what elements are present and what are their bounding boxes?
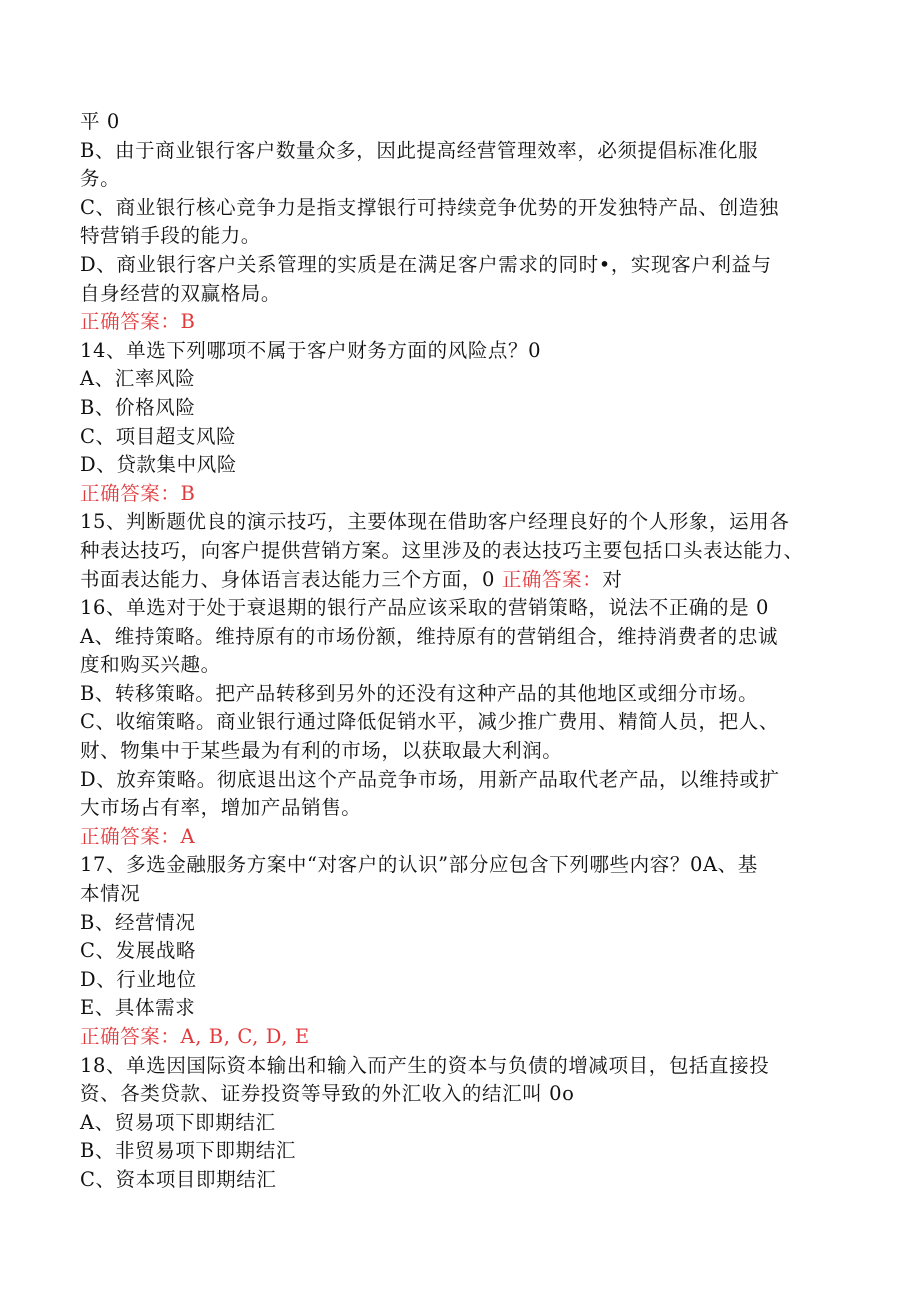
answer-value: B [180,310,196,334]
text-line: 财、物集中于某些最为有利的市场，以获取最大利润。 [80,739,563,763]
text-line: C、项目超支风险 [80,424,237,448]
text-line: 务。 [80,167,121,191]
text-line: D、行业地位 [80,967,197,991]
text-line: 15、判断题优良的演示技巧，主要体现在借助客户经理良好的个人形象，运用各 [80,510,790,534]
text-line: 特营销手段的能力。 [80,224,261,248]
answer-line [80,308,840,337]
answer-label: 正确答案： [80,1025,181,1048]
answer-label: 正确答案： [501,567,603,591]
text-line: D、贷款集中风险 [80,453,237,477]
document-page [80,108,840,1195]
text-line: A、贸易项下即期结汇 [80,1110,276,1134]
answer-line [80,1023,840,1052]
text-line: 14、单选下列哪项不属于客户财务方面的风险点？0 [80,338,542,362]
text-line: C、发展战略 [80,939,197,963]
text-line: 平 0 [80,110,120,133]
text-line: 本情况 [80,882,141,906]
text-line: 资、各类贷款、证券投资等导致的外汇收入的结汇叫 0o [80,1082,575,1106]
text-line: E、具体需求 [80,996,196,1020]
text-line: B、价格风险 [80,395,196,419]
answer-label: 正确答案： [80,481,181,505]
text-line: A、汇率风险 [80,367,196,391]
text-line: 18、单选因国际资本输出和输入而产生的资本与负债的增减项目，包括直接投 [80,1053,770,1077]
answer-line [80,480,840,509]
text-line: 17、多选金融服务方案中“对客户的认识”部分应包含下列哪些内容？0A、基 [80,853,758,877]
text-line: 度和购买兴趣。 [80,653,221,677]
text-line: B、经营情况 [80,910,196,934]
text-line: 16、单选对于处于衰退期的银行产品应该采取的营销策略，说法不正确的是 0 [80,596,770,620]
text-line: C、资本项目即期结汇 [80,1167,277,1191]
text-line: B、转移策略。把产品转移到另外的还没有这种产品的其他地区或细分市场。 [80,681,759,705]
answer-line [80,823,840,852]
text-line: C、收缩策略。商业银行通过降低促销水平，减少推广费用、精简人员，把人、 [80,710,779,734]
text-line: D、商业银行客户关系管理的实质是在满足客户需求的同时•，实现客户利益与 [80,252,772,276]
text-line: 种表达技巧，向客户提供营销方案。这里涉及的表达技巧主要包括口头表达能力、 [80,538,804,562]
text-line: 大市场占有率，增加产品销售。 [80,796,362,820]
answer-label: 正确答案： [80,824,181,848]
answer-value: A, B, C, D, E [180,1025,310,1048]
answer-value: 对 [602,567,623,591]
answer-value: B [180,481,196,505]
answer-value: A [180,824,196,848]
text-line: D、放弃策略。彻底退出这个产品竞争市场，用新产品取代老产品，以维持或扩 [80,767,780,791]
answer-label: 正确答案： [80,310,181,334]
text-line: 自身经营的双赢格局。 [80,281,282,305]
text-line: B、由于商业银行客户数量众多，因此提高经营管理效率，必须提倡标准化服 [80,138,759,162]
line-text: 书面表达能力、身体语言表达能力三个方面，0 [80,567,502,591]
text-line-with-answer [80,566,840,595]
text-line: B、非贸易项下即期结汇 [80,1139,296,1163]
text-line: C、商业银行核心竞争力是指支撑银行可持续竞争优势的开发独特产品、创造独 [80,195,779,219]
text-line: A、维持策略。维持原有的市场份额，维持原有的营销组合，维持消费者的忠诚 [80,624,779,648]
